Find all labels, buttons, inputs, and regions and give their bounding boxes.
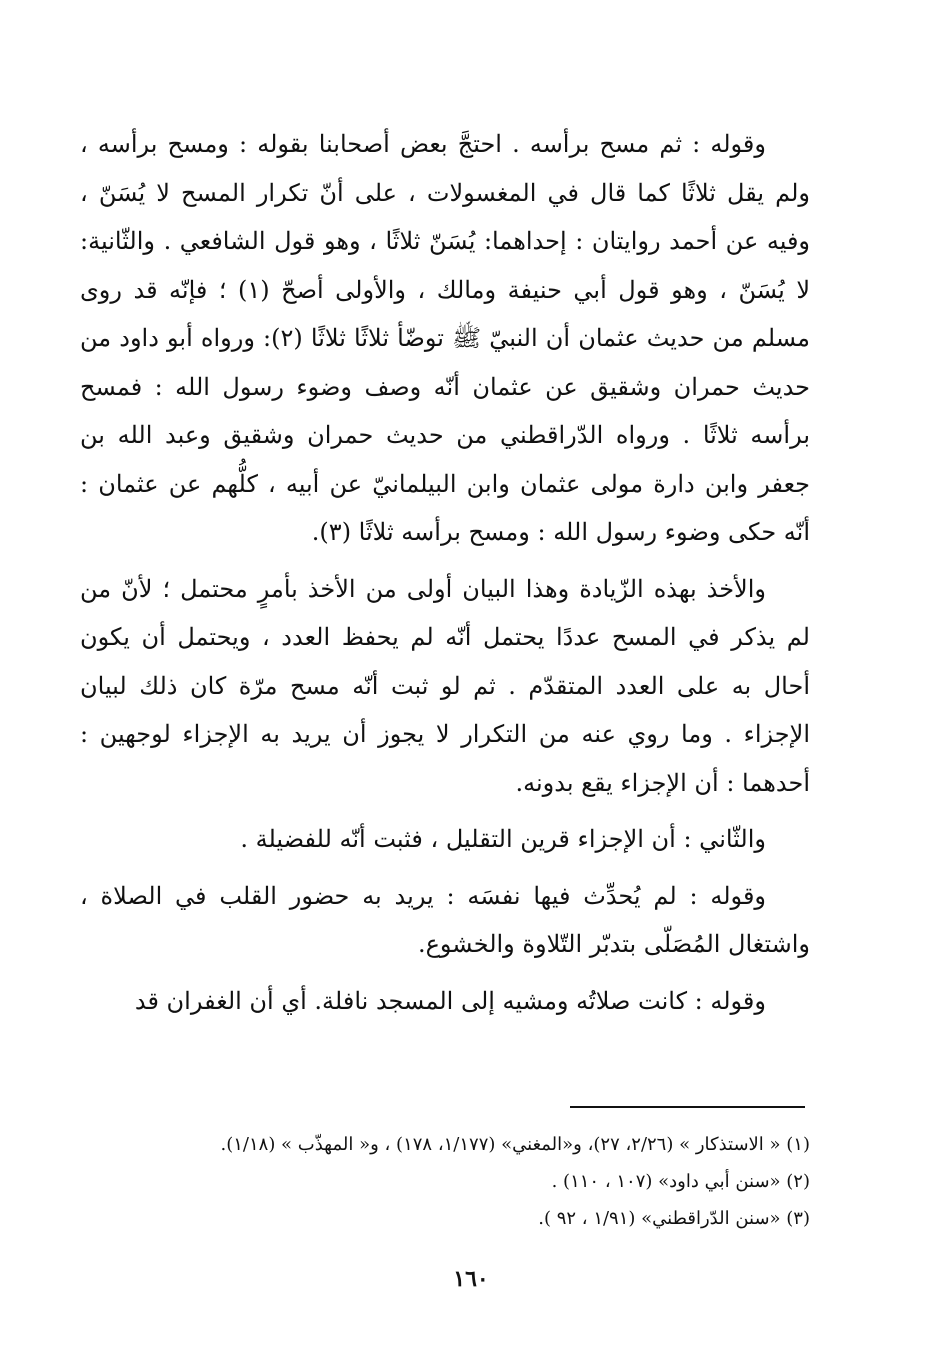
footnote: (٢) «سنن أبي داود» (١٠٧ ، ١١٠) . (551, 1171, 810, 1192)
footnote: (٣) «سنن الدّراقطني» (١/٩١ ، ٩٢ ). (538, 1208, 810, 1229)
paragraph: وقوله : كانت صلاتُه ومشيه إلى المسجد نافلة. أي أن الغفران قد (134, 986, 766, 1015)
paragraph: والأخذ بهذه الزّيادة وهذا البيان أولى من الأخذ بأمرٍ محتمل ؛ لأنّ من لم يذكر في المسح عددًا يحتمل أنّه لم يحفظ العدد ، ويحتمل أن يكون أحال به على العدد المتقدّم . ثم لو ثبت أنّه مسح مرّة كان ذلك لبيان الإجزاء . وما روي عنه من التكرار لا يجوز أن يريد به الإجزاء لوجهين : أحدهما : أن الإجزاء يقع بدونه. (80, 574, 810, 797)
main-text (80, 120, 810, 1025)
page-number: ١٦٠ (453, 1266, 489, 1292)
footnote-separator (570, 1106, 805, 1108)
paragraph: وقوله : ثم مسح برأسه . احتجَّ بعض أصحابنا بقوله : ومسح برأسه ، ولم يقل ثلاثًا كما قال في المغسولات ، على أنّ تكرار المسح لا يُسَنّ ، وفيه عن أحمد روايتان : إحداهما: يُسَنّ ثلاثًا ، وهو قول الشافعي . والثّانية: لا يُسَنّ ، وهو قول أبي حنيفة ومالك ، والأولى أصحّ (١) ؛ فإنّه قد روى مسلم من حديث عثمان أن النبيّ ﷺ توضّأ ثلاثًا ثلاثًا (٢): ورواه أبو داود من حديث حمران وشقيق عن عثمان أنّه وصف وضوء رسول الله : فمسح برأسه ثلاثًا . ورواه الدّراقطني من حديث حمران وشقيق وعبد الله بن جعفر وابن دارة مولى عثمان وابن البيلمانيّ عن أبيه ، كلُّهم عن عثمان : أنّه حكى وضوء رسول الله : ومسح برأسه ثلاثًا (٣). (80, 130, 811, 546)
footnote: (١) « الاستذكار » (٢/٢٦، ٢٧)، و«المغني» (١/١٧٧، ١٧٨) ، و« المهذّب » (١/١٨). (220, 1134, 810, 1155)
paragraph: وقوله : لم يُحدِّث فيها نفسَه : يريد به حضور القلب في الصلاة ، واشتغال المُصَلّى بتدبّر التّلاوة والخشوع. (80, 881, 810, 958)
footnotes (80, 1126, 810, 1237)
paragraph: والثّاني : أن الإجزاء قرين التقليل ، فثبت أنّه للفضيلة . (240, 825, 766, 853)
